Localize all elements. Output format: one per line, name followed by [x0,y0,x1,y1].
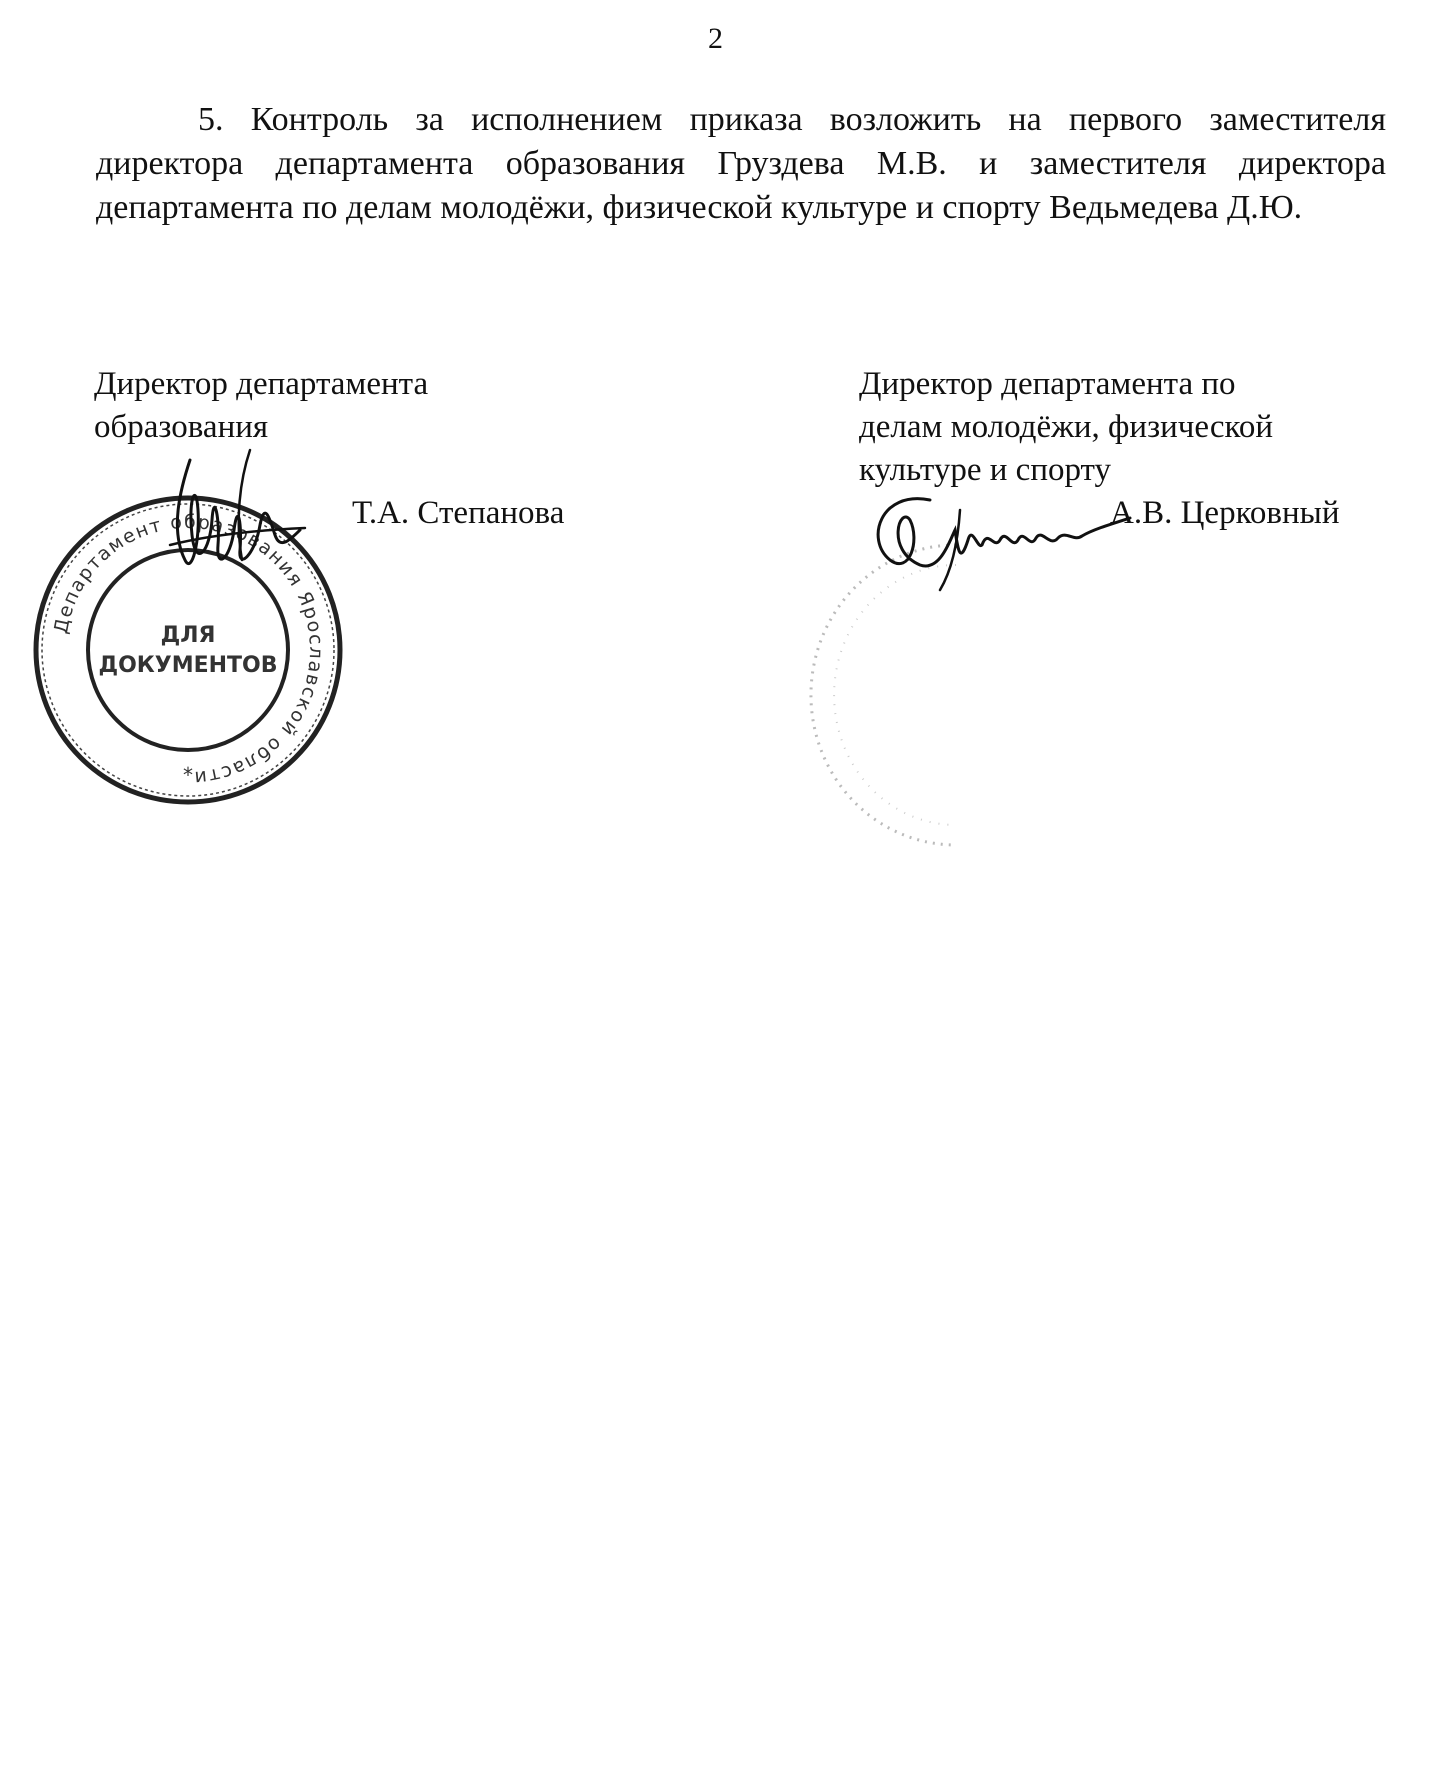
signatory-right-name: А.В. Церковный [1110,495,1340,531]
seal-center-line-1: ДЛЯ [160,623,216,648]
paragraph-item-5: 5. Контроль за исполнением приказа возложить на первого заместителя директора департамента образования Груздева М.В. и заместителя директора департамента по делам молодёжи, физической культуре и спорту Ведьмедева Д.Ю. [96,101,1386,226]
signatory-right-title: Директор департамента по делам молодёжи, физической культуре и спорту [859,366,1274,488]
signature-right [860,480,1150,600]
seal-star: * [183,763,193,787]
signatory-left-name: Т.А. Степанова [352,495,565,531]
seal-center-line-2: ДОКУМЕНТОВ [98,653,278,678]
signatory-left-title: Директор департамента образования [94,366,429,445]
page-number: 2 [708,22,723,55]
signature-left [130,440,330,590]
seal-ring-text: Департамент образования Ярославской области [49,510,328,790]
